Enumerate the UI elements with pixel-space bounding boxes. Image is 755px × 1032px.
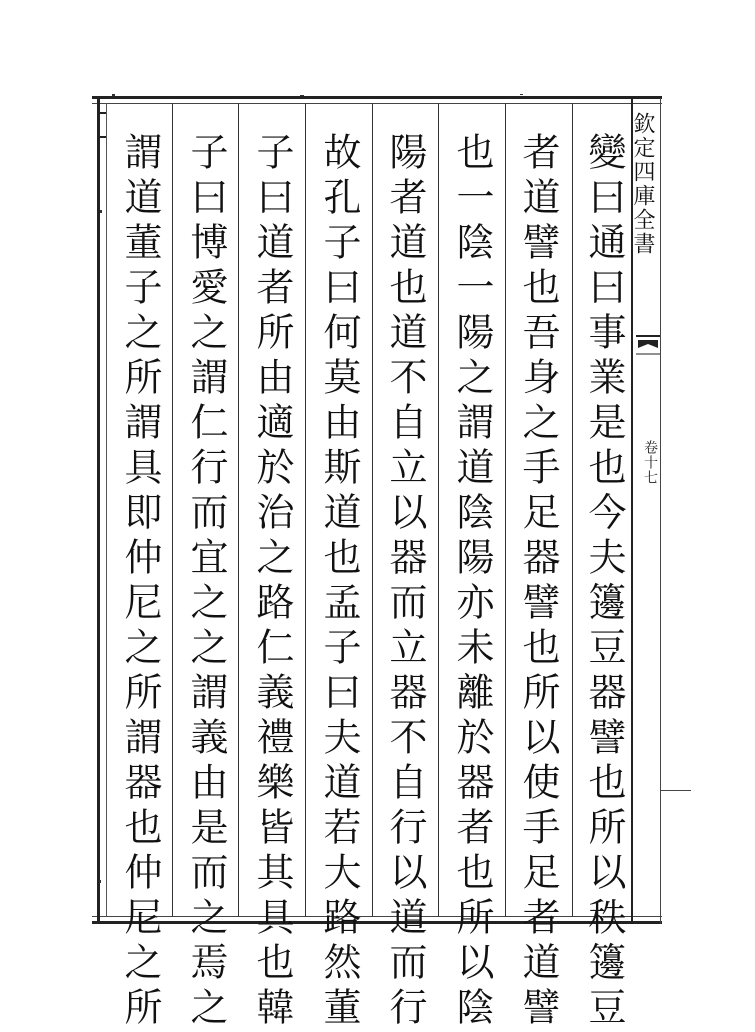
- text-column-5: [307, 132, 371, 1032]
- column-text: 謂道董子之所謂具即仲尼之所謂器也仲尼之所: [118, 132, 162, 1032]
- column-text: 陽者道也道不自立以器而立器不自行以道而行: [383, 132, 427, 1032]
- frame-left-border: [97, 98, 100, 924]
- column-text: 故孔子曰何莫由斯道也孟子曰夫道若大路然董: [317, 132, 361, 1032]
- margin-tick: [661, 790, 691, 791]
- scan-speck: [112, 94, 115, 96]
- column-text: 子曰博愛之謂仁行而宜之之謂義由是而之焉之: [184, 132, 228, 1032]
- column-rule: [438, 103, 439, 917]
- book-title-heading: 欽定四庫全書: [630, 112, 655, 256]
- scan-speck: [99, 880, 101, 883]
- text-column-8: [108, 132, 172, 1032]
- text-column-1: [572, 132, 636, 1032]
- text-column-6: [240, 132, 304, 1032]
- column-text: 者道譬也吾身之手足器譬也所以使手足者道譬: [516, 132, 560, 1032]
- column-text: 也一陰一陽之謂道陰陽亦未離於器者也所以陰: [450, 132, 494, 1032]
- scan-speck: [520, 94, 523, 95]
- frame-right-outer-border: [660, 98, 661, 924]
- scan-speck: [100, 210, 102, 213]
- margin-mark: [98, 112, 106, 138]
- frame-top-inner-border: [92, 103, 662, 104]
- frame-left-inner-border: [106, 103, 107, 917]
- column-rule: [238, 103, 239, 917]
- scan-speck: [300, 95, 304, 96]
- text-column-4: [373, 132, 437, 1032]
- column-rule: [305, 103, 306, 917]
- fishtail-mark-icon: [636, 334, 660, 356]
- text-column-7: [174, 132, 238, 1032]
- column-text: 變曰通曰事業是也今夫籩豆器譬也所以秩籩豆: [582, 132, 626, 1032]
- volume-label: 卷十七: [642, 440, 658, 485]
- column-text: 子曰道者所由適於治之路仁義禮樂皆其具也韓: [250, 132, 294, 1032]
- column-rule: [172, 103, 173, 917]
- text-column-3: [440, 132, 504, 1032]
- text-column-2: [506, 132, 570, 1032]
- frame-top-border: [92, 96, 662, 99]
